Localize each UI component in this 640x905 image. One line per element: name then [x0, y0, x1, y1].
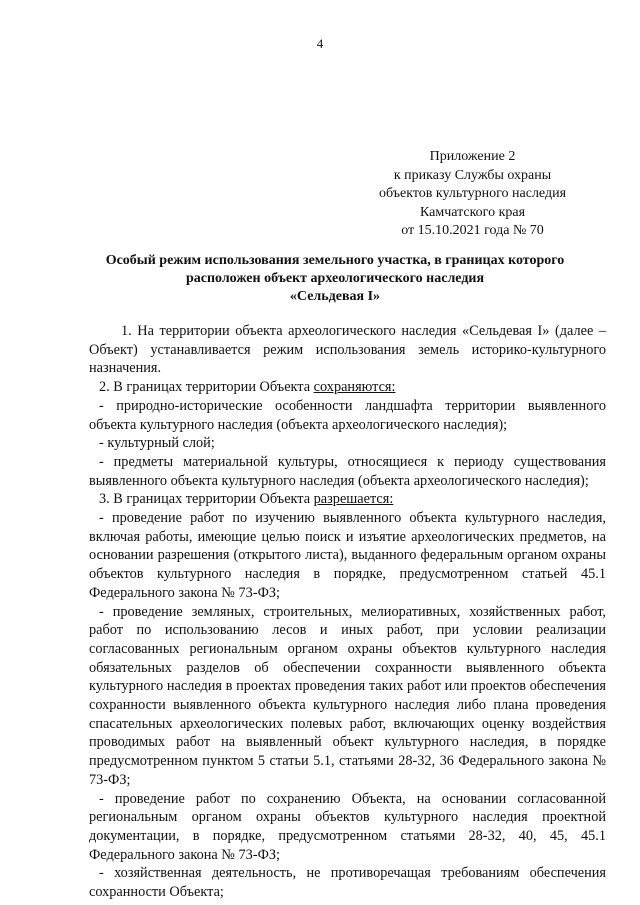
appendix-line: объектов культурного наследия	[378, 186, 567, 201]
title-line: «Сельдевая I»	[289, 289, 381, 304]
paragraph-text: 2. В границах территории Объекта	[99, 379, 314, 396]
appendix-header	[350, 148, 595, 241]
page-number: 4	[316, 36, 324, 51]
document-body	[89, 322, 606, 902]
paragraph: - проведение земляных, строительных, мелиоративных, хозяйственных работ, работ по использованию лесов и иных работ, при условии реализации согласованных региональным органом охраны объектов культурного наследия обязательных разделов об обеспечении сохранности выявленного объекта культурного наследия в проектах проведения таких работ или проектов обеспечения сохранности выявленного объекта культурного наследия либо плана проведения спасательных археологических полевых работ, включающих оценку воздействия проводимых работ на выявленный объект культурного наследия, в порядке предусмотренном пунктом 5 статьи 5.1, статьями 28-32, 36 Федерального закона № 73-ФЗ;	[89, 603, 606, 788]
appendix-line: к приказу Службы охраны	[393, 167, 552, 183]
paragraph	[89, 378, 606, 397]
paragraph: - культурный слой;	[99, 435, 215, 452]
paragraph: - природно-исторические особенности ландшафта территории выявленного объекта культурного наследия (объекта археологического наследия);	[89, 397, 606, 433]
paragraph: - проведение работ по сохранению Объекта, на основании согласованной региональным органом охраны объектов культурного наследия проектной документации, в порядке, предусмотренном статьями 28-32, 40, 45, 45.1 Федерального закона № 73-ФЗ;	[89, 790, 606, 863]
paragraph-text: 3. В границах территории Объекта	[99, 491, 314, 508]
paragraph: - проведение работ по изучению выявленного объекта культурного наследия, включая работы, имеющие целью поиск и изъятие археологических предметов, на основании разрешения (открытого листа), выданного федеральным органом охраны объектов культурного наследия в порядке, предусмотренном статьей 45.1 Федерального закона № 73-ФЗ;	[89, 510, 606, 601]
paragraph: - предметы материальной культуры, относящиеся к периоду существования выявленного объекта культурного наследия (объекта археологического наследия);	[89, 453, 606, 489]
document-title	[60, 252, 610, 306]
appendix-line: Камчатского края	[419, 204, 526, 220]
paragraph	[89, 490, 606, 509]
appendix-line: Приложение 2	[429, 149, 516, 164]
title-line: Особый режим использования земельного участка, в границах которого	[105, 253, 565, 268]
appendix-line: от 15.10.2021 года № 70	[401, 223, 544, 238]
paragraph: - хозяйственная деятельность, не противоречащая требованиям обеспечения сохранности Объекта;	[89, 865, 606, 901]
title-line: расположен объект археологического наследия	[185, 271, 485, 286]
underlined-text: сохраняются:	[313, 379, 396, 396]
paragraph: 1. На территории объекта археологического наследия «Сельдевая I» (далее – Объект) устанавливается режим использования земель историко-культурного назначения.	[89, 323, 606, 377]
underlined-text: разрешается:	[313, 491, 394, 508]
